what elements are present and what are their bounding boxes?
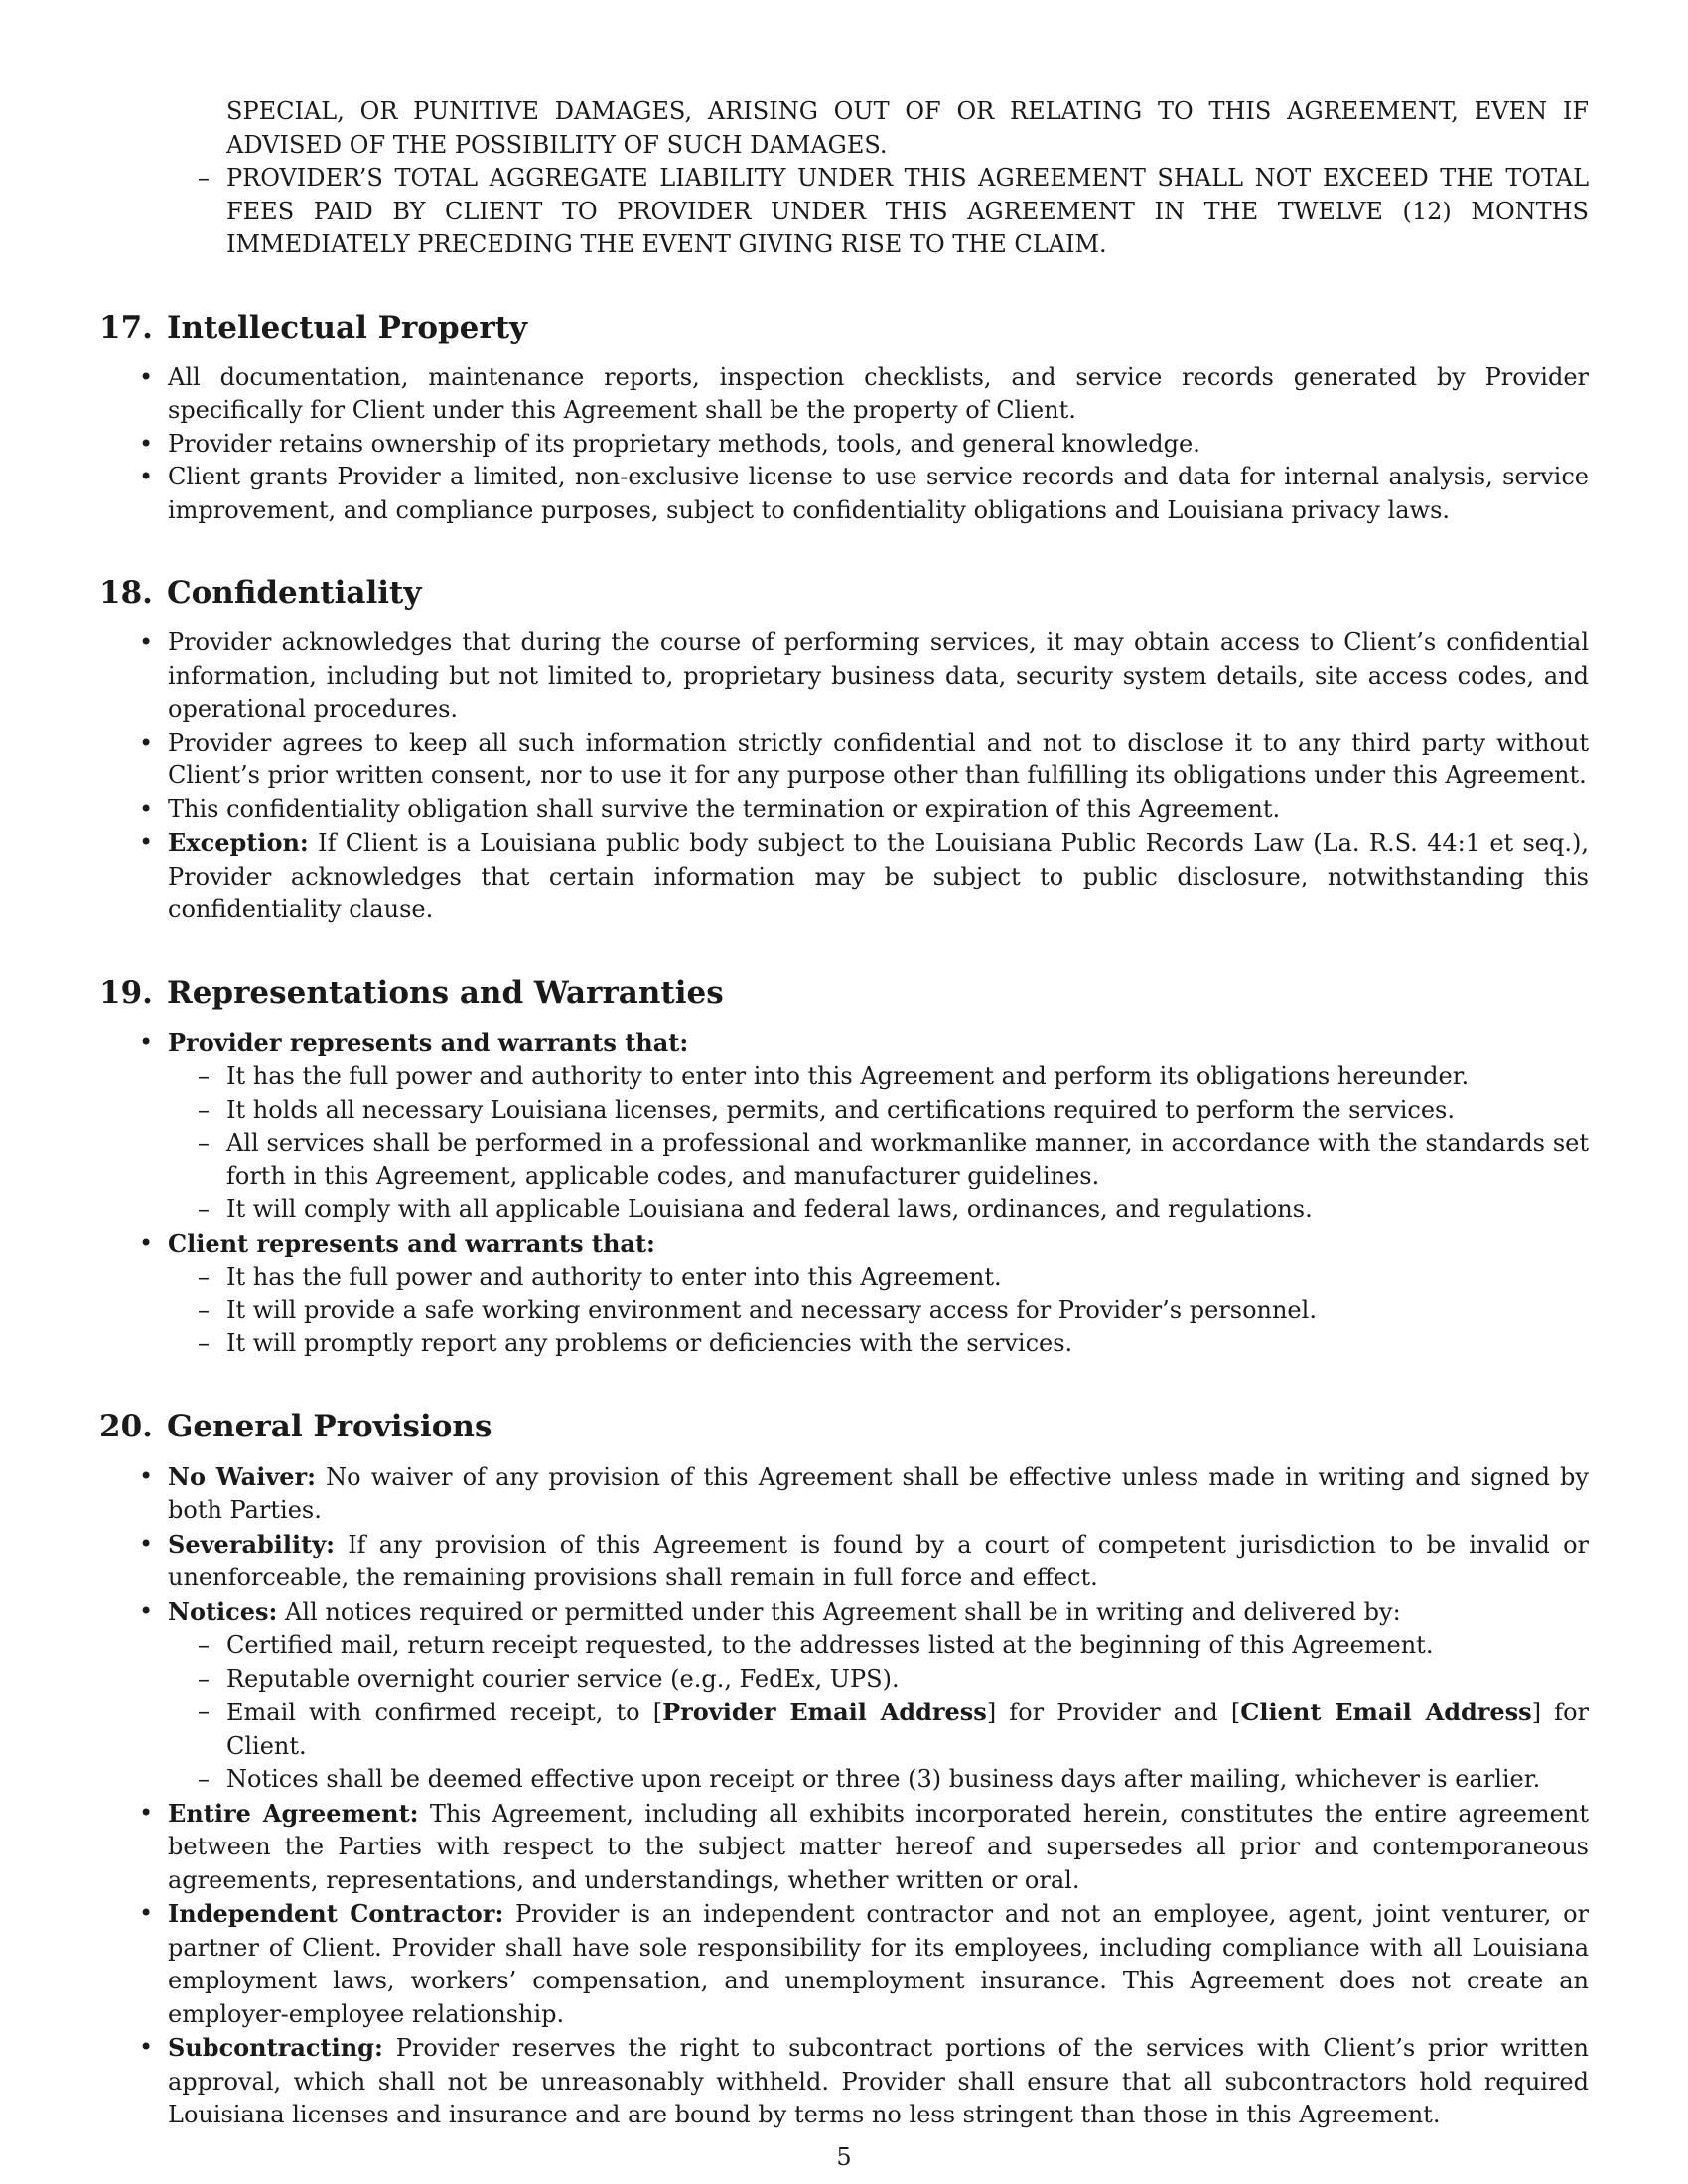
liability-sublist xyxy=(168,162,1589,262)
section-heading: 17. Intellectual Property xyxy=(99,309,528,345)
list-item: • This confidentiality obligation shall survive the termination or expiration of this Agreement. xyxy=(99,793,1589,827)
list-item: • Client grants Provider a limited, non-exclusive license to use service records and data for internal analysis, service improvement, and compliance purposes, subject to confidentiality obligations and Louisiana privacy laws. xyxy=(99,461,1589,527)
list-item: • Subcontracting: Provider reserves the right to subcontract portions of the services with Client’s prior written approval, which shall not be unreasonably withheld. Provider shall ensure that all subcontractors hold required Louisiana licenses and insurance and are bound by terms no less stringent than those in this Agreement. xyxy=(99,2031,1589,2132)
section-19 xyxy=(99,973,1589,1361)
provider-email-placeholder: Provider Email Address xyxy=(662,1698,987,1726)
list-item: • Severability: If any provision of this Agreement is found by a court of competent jurisdiction to be invalid or unenforceable, the remaining provisions shall remain in full force and effect. xyxy=(99,1528,1589,1595)
client-warranties-label: Client represents and warrants that: xyxy=(168,1228,655,1258)
provider-warranties-list xyxy=(168,1060,1589,1227)
severability-label: Severability: xyxy=(168,1529,336,1559)
list-item: – It will provide a safe working environment and necessary access for Provider’s personnel. xyxy=(168,1295,1589,1328)
list-item: • Provider retains ownership of its proprietary methods, tools, and general knowledge. xyxy=(99,428,1589,462)
no-waiver-label: No Waiver: xyxy=(168,1461,317,1491)
list-item: – It has the full power and authority to enter into this Agreement. xyxy=(168,1261,1589,1295)
section-heading: 18. Confidentiality xyxy=(99,575,422,611)
client-email-placeholder: Client Email Address xyxy=(1240,1698,1532,1726)
list-item: • Provider agrees to keep all such information strictly confidential and not to disclose it to any third party without Client’s prior written consent, nor to use it for any purpose other than fulfilling its obligations under this Agreement. xyxy=(99,727,1589,793)
section-heading: 20. General Provisions xyxy=(99,1408,492,1444)
section-17 xyxy=(99,308,1589,528)
section-20 xyxy=(99,1407,1589,2132)
list-item: – Notices shall be deemed effective upon receipt or three (3) business days after mailing, whichever is earlier. xyxy=(168,1763,1589,1797)
list-item: – Reputable overnight courier service (e.g., FedEx, UPS). xyxy=(168,1663,1589,1697)
list-item: • All documentation, maintenance reports, inspection checklists, and service records generated by Provider specifically for Client under this Agreement shall be the property of Client. xyxy=(99,361,1589,428)
list-item: • Provider acknowledges that during the course of performing services, it may obtain access to Client’s confidential information, including but not limited to, proprietary business data, security system details, site access codes, and operational procedures. xyxy=(99,626,1589,727)
section-20-list xyxy=(99,1460,1589,2132)
list-item: • Exception: If Client is a Louisiana public body subject to the Louisiana Public Records Law (La. R.S. 44:1 et seq.), Provider acknowledges that certain information may be subject to public disclosure, notwithstanding this confidentiality clause. xyxy=(99,826,1589,927)
list-item: – PROVIDER’S TOTAL AGGREGATE LIABILITY UNDER THIS AGREEMENT SHALL NOT EXCEED THE TOTAL FEES PAID BY CLIENT TO PROVIDER UNDER THIS AGREEMENT IN THE TWELVE (12) MONTHS IMMEDIATELY PRECEDING THE EVENT GIVING RISE TO THE CLAIM. xyxy=(168,162,1589,262)
list-item: – It will comply with all applicable Louisiana and federal laws, ordinances, and regulations. xyxy=(168,1193,1589,1227)
notices-label: Notices: xyxy=(168,1596,278,1626)
list-item: – It will promptly report any problems or deficiencies with the services. xyxy=(168,1327,1589,1361)
list-item: • Independent Contractor: Provider is an independent contractor and not an employee, agent, joint venturer, or partner of Client. Provider shall have sole responsibility for its employees, including compliance with all Louisiana employment laws, workers’ compensation, and unemployment insurance. This Agreement does not create an employer-employee relationship. xyxy=(99,1897,1589,2031)
list-item xyxy=(99,1227,1589,1361)
liability-continuation-text: SPECIAL, OR PUNITIVE DAMAGES, ARISING OUT OF OR RELATING TO THIS AGREEMENT, EVEN IF ADVISED OF THE POSSIBILITY OF SUCH DAMAGES. xyxy=(226,97,1589,159)
list-item: – It holds all necessary Louisiana licenses, permits, and certifications required to perform the services. xyxy=(168,1094,1589,1128)
list-item: • Entire Agreement: This Agreement, including all exhibits incorporated herein, constitutes the entire agreement between the Parties with respect to the subject matter hereof and supersedes all prior and contemporaneous agreements, representations, and understandings, whether written or oral. xyxy=(99,1797,1589,1898)
list-item: – Email with confirmed receipt, to [Provider Email Address] for Provider and [Client Email Address] for Client. xyxy=(168,1696,1589,1763)
exception-label: Exception: xyxy=(168,828,309,857)
section-17-list xyxy=(99,361,1589,528)
subcontracting-label: Subcontracting: xyxy=(168,2033,383,2062)
independent-contractor-label: Independent Contractor: xyxy=(168,1899,504,1928)
list-item: – It has the full power and authority to enter into this Agreement and perform its obligations hereunder. xyxy=(168,1060,1589,1094)
provider-warranties-label: Provider represents and warrants that: xyxy=(168,1027,689,1057)
document-page xyxy=(99,95,1589,2132)
list-item: – Certified mail, return receipt requested, to the addresses listed at the beginning of this Agreement. xyxy=(168,1629,1589,1663)
list-item: – All services shall be performed in a professional and workmanlike manner, in accordance with the standards set forth in this Agreement, applicable codes, and manufacturer guidelines. xyxy=(168,1127,1589,1193)
list-item: • Notices: All notices required or permitted under this Agreement shall be in writing and delivered by: – Certified mail, return receipt requested, to the addresses listed at the beginning of this Agreement. – Reputable overnight courier service (e.g., FedEx, UPS). – Email with confirmed receipt, to [Provider Email Address] for Provider and [Client Email Address] for Client. – Notices shall be deemed effective upon receipt or three (3) business days after mailing, whichever is earlier. xyxy=(99,1595,1589,1797)
section-19-list xyxy=(99,1026,1589,1361)
notices-list xyxy=(168,1629,1589,1797)
section-18 xyxy=(99,573,1589,927)
list-item: • No Waiver: No waiver of any provision of this Agreement shall be effective unless made in writing and signed by both Parties. xyxy=(99,1460,1589,1528)
section-16-continuation xyxy=(99,95,1589,262)
list-item xyxy=(99,1026,1589,1227)
entire-agreement-label: Entire Agreement: xyxy=(168,1798,419,1828)
client-warranties-list xyxy=(168,1261,1589,1361)
section-18-list xyxy=(99,626,1589,927)
section-heading: 19. Representations and Warranties xyxy=(99,974,724,1011)
page-number: 5 xyxy=(836,2143,852,2171)
